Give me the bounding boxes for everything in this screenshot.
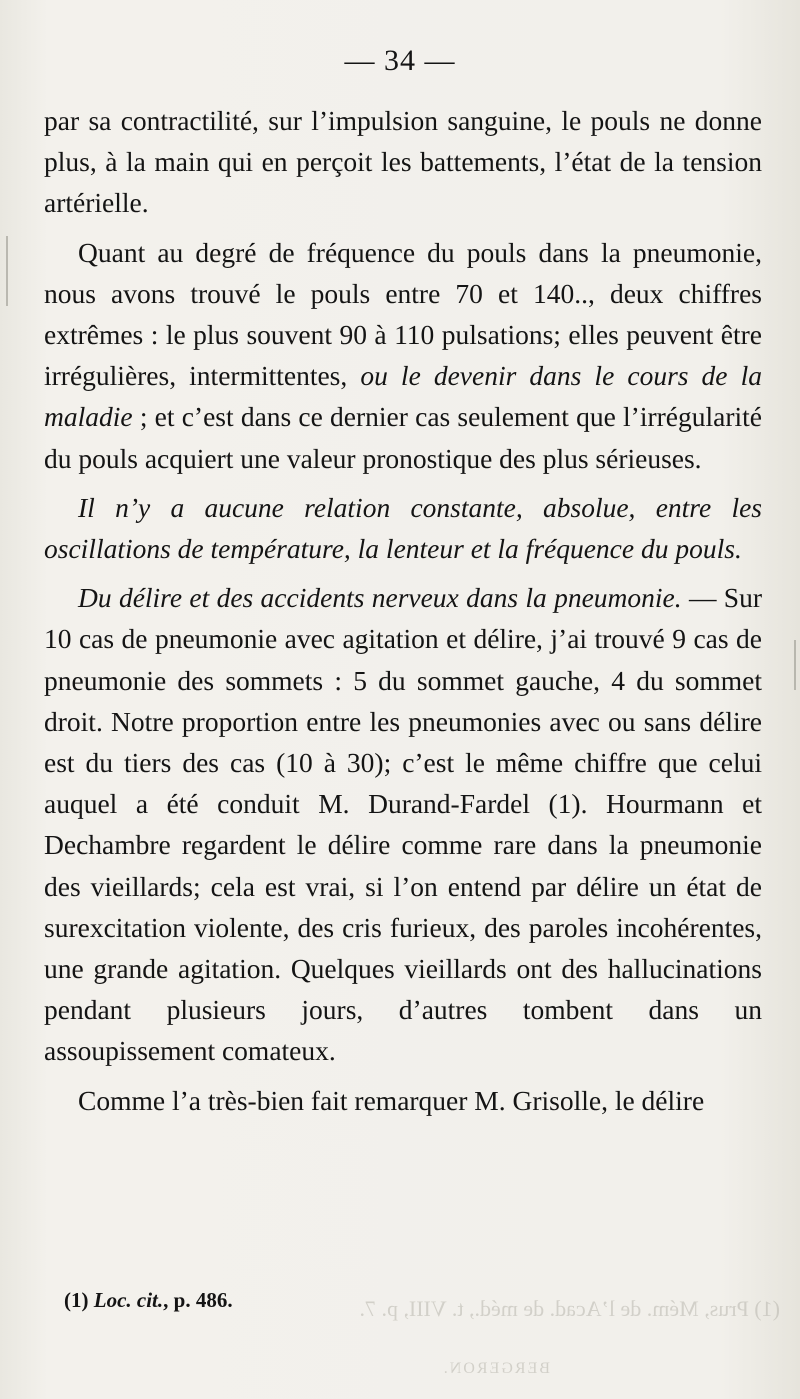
paragraph-1 [44, 100, 762, 224]
footnote-marker: (1) [64, 1288, 94, 1312]
paragraph-3 [44, 487, 762, 569]
section-heading: Du délire et des accidents nerveux dans la pneumonie. [78, 582, 682, 614]
paragraph-5 [44, 1080, 762, 1121]
paragraph-text: ; et c’est dans ce dernier cas seulement que l’irrégularité du pouls acquiert une valeur pronostique des plus sérieuses. [44, 401, 762, 474]
bleed-through-footnote: (1) Prus, Mém. de l’Acad. de méd., t. VIII, p. 7. [359, 1296, 780, 1321]
italic-text: ou le devenir dans le cours de la maladie [44, 360, 762, 433]
paragraph-2 [44, 232, 762, 479]
bleed-through-signature: BERGERON. [441, 1360, 550, 1377]
page-number: — 34 — [344, 44, 456, 77]
footnote-citation: Loc. cit. [93, 1288, 164, 1312]
paragraph-4 [44, 577, 762, 1071]
paragraph-text: par sa contractilité, sur l’impulsion sanguine, le pouls ne donne plus, à la main qui en perçoit les battements, l’état de la tension artérielle. [44, 105, 762, 219]
footnote [64, 1288, 233, 1313]
footnote-page: , p. 486. [163, 1288, 233, 1312]
italic-text: Il n’y a aucune relation constante, absolue, entre les oscillations de température, la lenteur et la fréquence du pouls. [44, 491, 762, 565]
page-edge-mark [794, 640, 796, 690]
paragraph-text: — Sur 10 cas de pneumonie avec agitation et délire, j’ai trouvé 9 cas de pneumonie des sommets : 5 du sommet gauche, 4 du sommet droit. Notre proportion entre les pneumonies avec ou sans délire est du tiers des cas (10 à 30); c’est le même chiffre que celui auquel a été conduit M. Durand-Fardel (1). Hourmann et Dechambre regardent le délire comme rare dans la pneumonie des vieillards; cela est vrai, si l’on entend par délire un état de surexcitation violente, des cris furieux, des paroles incohérentes, une grande agitation. Quelques vieillards ont des hallucinations pendant plusieurs jours, d’autres tombent dans un assoupissement comateux. [44, 582, 763, 1067]
body-text [44, 100, 762, 1121]
paragraph-text: Quant au degré de fréquence du pouls dans la pneumonie, nous avons trouvé le pouls entre 70 et 140.., deux chiffres extrêmes : le plus souvent 90 à 110 pulsations; elles peuvent être irrégulières, intermittentes, [44, 236, 762, 392]
paragraph-text: Comme l’a très-bien fait remarquer M. Grisolle, le délire [78, 1084, 705, 1116]
page-edge-mark [6, 236, 8, 306]
